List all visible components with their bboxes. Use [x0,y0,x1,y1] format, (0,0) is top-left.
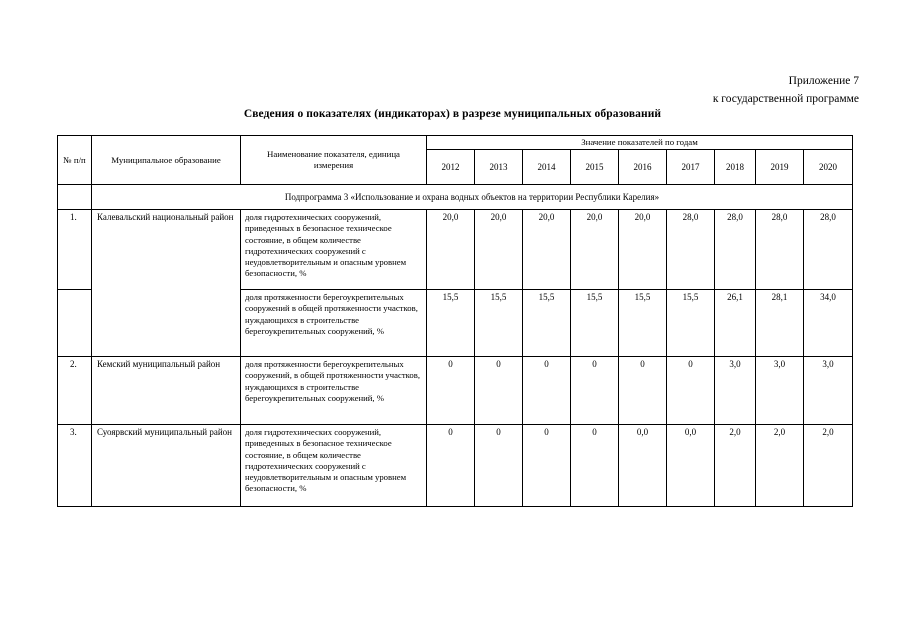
header-municipality: Муниципальное образование [92,136,241,185]
value-cell: 2,0 [715,425,756,507]
value-cell: 0,0 [619,425,667,507]
value-cell: 28,0 [804,210,853,290]
indicator-cell: доля протяженности берегоукрепительных сооружений в общей протяженности участков, нуждающихся в строительстве берегоукрепительных сооружений, % [241,290,427,357]
value-cell: 2,0 [804,425,853,507]
value-cell: 20,0 [475,210,523,290]
row-number [58,290,92,357]
value-cell: 3,0 [756,357,804,425]
municipality-cell: Суоярвский муниципальный район [92,425,241,507]
value-cell: 20,0 [523,210,571,290]
value-cell: 0 [523,425,571,507]
table-row [58,210,853,290]
value-cell: 15,5 [427,290,475,357]
municipality-cell: Кемский муниципальный район [92,357,241,425]
value-cell: 28,1 [756,290,804,357]
value-cell: 20,0 [571,210,619,290]
value-cell: 0 [427,357,475,425]
header-values-group: Значение показателей по годам [427,136,853,150]
value-cell: 0 [427,425,475,507]
year-header: 2020 [804,150,853,185]
value-cell: 15,5 [619,290,667,357]
indicator-cell: доля гидротехнических сооружений, приведенных в безопасное техническое состояние, в общем количестве гидротехнических сооружений с неудовлетворительным и опасным уровнем безопасности, % [241,425,427,507]
indicator-cell: доля гидротехнических сооружений, приведенных в безопасное техническое состояние, в общем количестве гидротехнических сооружений с неудовлетворительным и опасным уровнем безопасности, % [241,210,427,290]
indicator-cell: доля протяженности берегоукрепительных сооружений, в общей протяженности участков, нуждающихся в строительстве берегоукрепительных сооружений, % [241,357,427,425]
year-header: 2014 [523,150,571,185]
value-cell: 0 [667,357,715,425]
value-cell: 3,0 [715,357,756,425]
appendix-caption [713,72,859,108]
value-cell: 15,5 [667,290,715,357]
value-cell: 15,5 [475,290,523,357]
year-header: 2017 [667,150,715,185]
value-cell: 0 [571,425,619,507]
value-cell: 20,0 [619,210,667,290]
value-cell: 15,5 [571,290,619,357]
value-cell: 26,1 [715,290,756,357]
row-number: 2. [58,357,92,425]
value-cell: 0 [571,357,619,425]
year-header: 2018 [715,150,756,185]
value-cell: 28,0 [756,210,804,290]
value-cell: 34,0 [804,290,853,357]
document-title: Сведения о показателях (индикаторах) в разрезе муниципальных образований [243,108,662,120]
year-header: 2015 [571,150,619,185]
value-cell: 20,0 [427,210,475,290]
table-row [58,357,853,425]
indicators-table [57,135,853,507]
header-number: № п/п [58,136,92,185]
year-header: 2012 [427,150,475,185]
value-cell: 28,0 [667,210,715,290]
value-cell: 0,0 [667,425,715,507]
value-cell: 3,0 [804,357,853,425]
value-cell: 2,0 [756,425,804,507]
table-row [58,425,853,507]
value-cell: 0 [619,357,667,425]
year-header: 2013 [475,150,523,185]
appendix-number: Приложение 7 [788,75,859,87]
value-cell: 0 [475,357,523,425]
value-cell: 0 [523,357,571,425]
subprogram-spacer [58,185,92,210]
subprogram-title: Подпрограмма 3 «Использование и охрана водных объектов на территории Республики Карелия» [92,185,853,210]
year-header: 2016 [619,150,667,185]
municipality-cell: Калевальский национальный район [92,210,241,357]
year-header: 2019 [756,150,804,185]
header-indicator: Наименование показателя, единица измерения [241,136,427,185]
row-number: 3. [58,425,92,507]
value-cell: 15,5 [523,290,571,357]
row-number: 1. [58,210,92,290]
value-cell: 28,0 [715,210,756,290]
value-cell: 0 [475,425,523,507]
appendix-reference: к государственной программе [712,93,859,105]
